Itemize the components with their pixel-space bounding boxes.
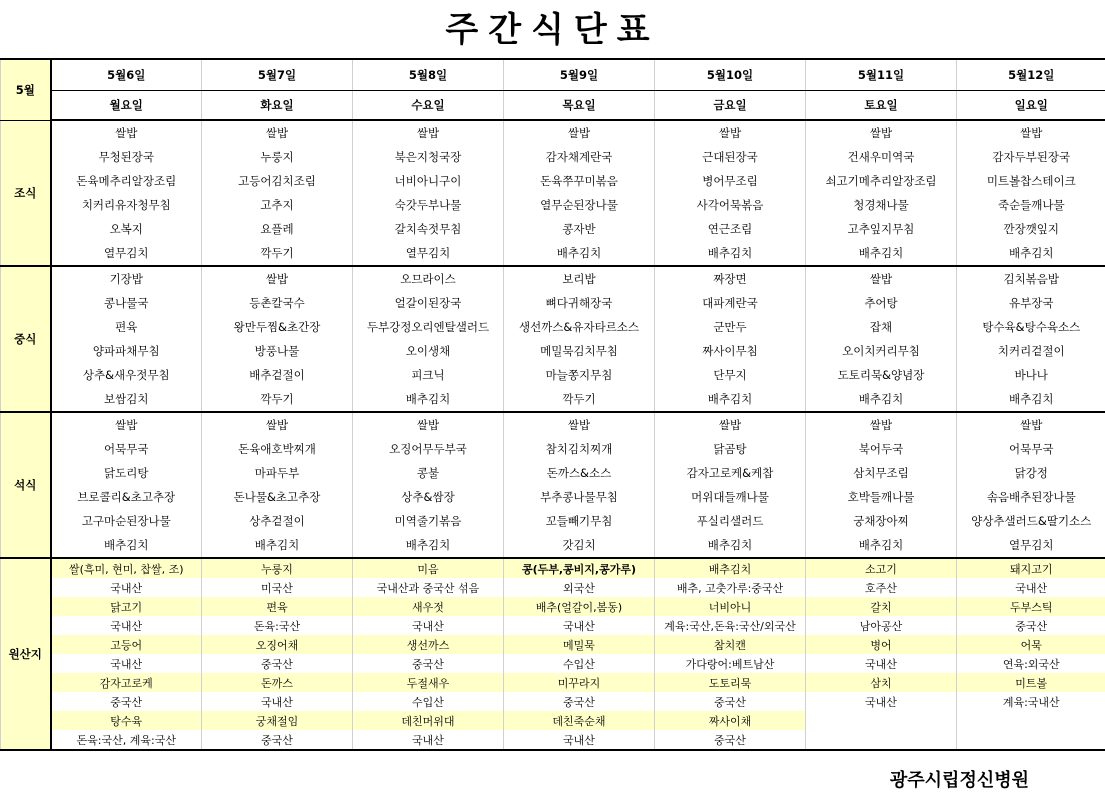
- menu-cell: 북은지청국장: [353, 145, 504, 169]
- menu-cell: 무청된장국: [51, 145, 202, 169]
- menu-cell: 양파파채무침: [51, 339, 202, 363]
- menu-cell: 쌀밥: [957, 412, 1105, 437]
- origin-cell: 새우젓: [353, 597, 504, 616]
- origin-cell: 미꾸라지: [504, 673, 655, 692]
- menu-cell: 마파두부: [202, 461, 353, 485]
- menu-cell: 감자두부된장국: [957, 145, 1105, 169]
- origin-cell: 국내산: [806, 692, 957, 711]
- meal-label: 중식: [1, 266, 51, 412]
- menu-cell: 푸실리샐러드: [655, 509, 806, 533]
- origin-cell: 메밀묵: [504, 635, 655, 654]
- menu-cell: 돈육쭈꾸미볶음: [504, 169, 655, 193]
- meal-label: 조식: [1, 120, 51, 266]
- menu-cell: 갓김치: [504, 533, 655, 558]
- menu-cell: 미트볼찹스테이크: [957, 169, 1105, 193]
- menu-cell: 깐장깻잎지: [957, 217, 1105, 241]
- menu-cell: 쌀밥: [806, 266, 957, 291]
- origin-cell: 중국산: [353, 654, 504, 673]
- origin-cell: 너비아니: [655, 597, 806, 616]
- menu-cell: 상추겉절이: [202, 509, 353, 533]
- menu-cell: 배추김치: [806, 533, 957, 558]
- day-date: 5월11일: [806, 59, 957, 91]
- menu-cell: 배추겉절이: [202, 363, 353, 387]
- origin-cell: 중국산: [655, 730, 806, 750]
- origin-cell: [806, 730, 957, 750]
- hospital-name: 광주시립정신병원: [889, 770, 1029, 791]
- menu-cell: 깍두기: [202, 387, 353, 412]
- menu-cell: 오이치커리무침: [806, 339, 957, 363]
- menu-cell: 오므라이스: [353, 266, 504, 291]
- menu-cell: 고추지: [202, 193, 353, 217]
- menu-cell: 왕만두찜&초간장: [202, 315, 353, 339]
- origin-cell: 생선까스: [353, 635, 504, 654]
- menu-cell: 배추김치: [806, 241, 957, 266]
- menu-cell: 뼈다귀해장국: [504, 291, 655, 315]
- month-label: 5월: [1, 59, 51, 120]
- menu-cell: 닭곰탕: [655, 437, 806, 461]
- menu-cell: 쌀밥: [202, 120, 353, 145]
- origin-cell: 돈육:국산: [202, 616, 353, 635]
- menu-cell: 쌀밥: [51, 120, 202, 145]
- origin-cell: 중국산: [655, 692, 806, 711]
- origin-cell: 가다랑어:베트남산: [655, 654, 806, 673]
- origin-cell: 남아공산: [806, 616, 957, 635]
- menu-cell: 배추김치: [504, 241, 655, 266]
- day-date: 5월7일: [202, 59, 353, 91]
- origin-cell: 오징어채: [202, 635, 353, 654]
- menu-cell: 얼갈이된장국: [353, 291, 504, 315]
- origin-cell: 국내산: [504, 730, 655, 750]
- menu-cell: 배추김치: [655, 241, 806, 266]
- menu-cell: 숙갓두부나물: [353, 193, 504, 217]
- menu-cell: 근대된장국: [655, 145, 806, 169]
- menu-cell: 누룽지: [202, 145, 353, 169]
- menu-cell: 어묵무국: [51, 437, 202, 461]
- menu-cell: 청경채나물: [806, 193, 957, 217]
- menu-cell: 상추&새우젓무침: [51, 363, 202, 387]
- menu-cell: 짜장면: [655, 266, 806, 291]
- menu-cell: 배추김치: [202, 533, 353, 558]
- menu-cell: 생선까스&유자타르소스: [504, 315, 655, 339]
- menu-cell: 기장밥: [51, 266, 202, 291]
- origin-cell: [957, 711, 1105, 730]
- menu-cell: 요플레: [202, 217, 353, 241]
- origin-cell: 국내산: [353, 730, 504, 750]
- menu-cell: 꼬들빼기무침: [504, 509, 655, 533]
- menu-cell: 병어무조림: [655, 169, 806, 193]
- origin-cell: 국내산: [353, 616, 504, 635]
- menu-cell: 사각어묵볶음: [655, 193, 806, 217]
- menu-cell: 콩나물국: [51, 291, 202, 315]
- menu-cell: 배추김치: [655, 533, 806, 558]
- origin-cell: 두절새우: [353, 673, 504, 692]
- origin-cell: 병어: [806, 635, 957, 654]
- menu-cell: 브로콜리&초고추장: [51, 485, 202, 509]
- menu-cell: 연근조림: [655, 217, 806, 241]
- menu-cell: 감자채계란국: [504, 145, 655, 169]
- origin-cell: 갈치: [806, 597, 957, 616]
- origin-label: 원산지: [1, 558, 51, 750]
- menu-cell: 건새우미역국: [806, 145, 957, 169]
- menu-cell: 바나나: [957, 363, 1105, 387]
- weekly-menu-table: [0, 58, 1105, 751]
- menu-cell: 머위대들깨나물: [655, 485, 806, 509]
- origin-cell: [806, 711, 957, 730]
- menu-cell: 삼치무조림: [806, 461, 957, 485]
- menu-cell: 메밀묵김치무침: [504, 339, 655, 363]
- origin-cell: 중국산: [504, 692, 655, 711]
- menu-cell: 보리밥: [504, 266, 655, 291]
- menu-cell: 양상추샐러드&딸기소스: [957, 509, 1105, 533]
- origin-cell: 호주산: [806, 578, 957, 597]
- origin-cell: 데친머위대: [353, 711, 504, 730]
- menu-cell: 보쌈김치: [51, 387, 202, 412]
- origin-cell: 누룽지: [202, 558, 353, 578]
- menu-cell: 등촌칼국수: [202, 291, 353, 315]
- menu-cell: 배추김치: [957, 241, 1105, 266]
- menu-cell: 고추잎지무침: [806, 217, 957, 241]
- origin-cell: 외국산: [504, 578, 655, 597]
- origin-cell: 데친죽순채: [504, 711, 655, 730]
- origin-cell: 국내산: [504, 616, 655, 635]
- menu-cell: 닭강정: [957, 461, 1105, 485]
- day-weekday: 화요일: [202, 91, 353, 121]
- origin-cell: 중국산: [51, 692, 202, 711]
- origin-cell: 어묵: [957, 635, 1105, 654]
- origin-cell: 미트볼: [957, 673, 1105, 692]
- day-date: 5월10일: [655, 59, 806, 91]
- menu-cell: 열무김치: [51, 241, 202, 266]
- origin-cell: 배추, 고춧가루:중국산: [655, 578, 806, 597]
- origin-cell: 중국산: [202, 730, 353, 750]
- menu-cell: 김치볶음밥: [957, 266, 1105, 291]
- menu-cell: 죽순들깨나물: [957, 193, 1105, 217]
- origin-cell: 닭고기: [51, 597, 202, 616]
- menu-cell: 배추김치: [806, 387, 957, 412]
- menu-cell: 콩불: [353, 461, 504, 485]
- menu-cell: 돈까스&소스: [504, 461, 655, 485]
- menu-cell: 추어탕: [806, 291, 957, 315]
- day-weekday: 일요일: [957, 91, 1105, 121]
- origin-cell: 국내산: [51, 578, 202, 597]
- menu-cell: 방풍나물: [202, 339, 353, 363]
- menu-cell: 배추김치: [655, 387, 806, 412]
- menu-cell: 돈육메추리알장조림: [51, 169, 202, 193]
- day-date: 5월9일: [504, 59, 655, 91]
- day-date: 5월8일: [353, 59, 504, 91]
- menu-cell: 깍두기: [504, 387, 655, 412]
- origin-cell: 탕수육: [51, 711, 202, 730]
- menu-cell: 쌀밥: [51, 412, 202, 437]
- menu-cell: 어묵무국: [957, 437, 1105, 461]
- origin-cell: 돈까스: [202, 673, 353, 692]
- menu-cell: 쌀밥: [202, 266, 353, 291]
- origin-cell: 계육:국산,돈육:국산/외국산: [655, 616, 806, 635]
- origin-cell: 돼지고기: [957, 558, 1105, 578]
- origin-cell: 삼치: [806, 673, 957, 692]
- menu-cell: 쇠고기메추리알장조림: [806, 169, 957, 193]
- menu-cell: 닭도리탕: [51, 461, 202, 485]
- menu-cell: 도토리묵&양념장: [806, 363, 957, 387]
- origin-cell: 배추(얼갈이,봄동): [504, 597, 655, 616]
- day-date: 5월12일: [957, 59, 1105, 91]
- menu-cell: 호박들깨나물: [806, 485, 957, 509]
- menu-cell: 피크닉: [353, 363, 504, 387]
- menu-cell: 쌀밥: [655, 412, 806, 437]
- menu-cell: 감자고로케&케찹: [655, 461, 806, 485]
- origin-cell: 편육: [202, 597, 353, 616]
- menu-cell: 배추김치: [353, 533, 504, 558]
- origin-cell: 국내산: [957, 578, 1105, 597]
- origin-cell: 참치캔: [655, 635, 806, 654]
- menu-cell: 대파계란국: [655, 291, 806, 315]
- day-weekday: 금요일: [655, 91, 806, 121]
- menu-cell: 돈나물&초고추장: [202, 485, 353, 509]
- menu-cell: 열무순된장나물: [504, 193, 655, 217]
- menu-cell: 유부장국: [957, 291, 1105, 315]
- menu-cell: 열무김치: [957, 533, 1105, 558]
- menu-cell: 치커리겉절이: [957, 339, 1105, 363]
- menu-cell: 마늘쫑지무침: [504, 363, 655, 387]
- origin-cell: 국내산: [51, 654, 202, 673]
- menu-cell: 갈치속젓무침: [353, 217, 504, 241]
- origin-cell: 소고기: [806, 558, 957, 578]
- day-weekday: 토요일: [806, 91, 957, 121]
- menu-cell: 콩자반: [504, 217, 655, 241]
- menu-cell: 쌀밥: [957, 120, 1105, 145]
- origin-cell: 국내산과 중국산 섞음: [353, 578, 504, 597]
- origin-cell: 궁채절임: [202, 711, 353, 730]
- origin-cell: 계육:국내산: [957, 692, 1105, 711]
- menu-cell: 열무김치: [353, 241, 504, 266]
- menu-cell: 탕수육&탕수육소스: [957, 315, 1105, 339]
- origin-cell: 국내산: [202, 692, 353, 711]
- menu-cell: 잡채: [806, 315, 957, 339]
- menu-cell: 치커리유자청무침: [51, 193, 202, 217]
- menu-cell: 궁채장아찌: [806, 509, 957, 533]
- menu-cell: 상추&쌈장: [353, 485, 504, 509]
- day-weekday: 월요일: [51, 91, 202, 121]
- menu-cell: 돈육애호박찌개: [202, 437, 353, 461]
- menu-cell: 솎음배추된장나물: [957, 485, 1105, 509]
- menu-cell: 편육: [51, 315, 202, 339]
- menu-cell: 오이생채: [353, 339, 504, 363]
- origin-cell: 배추김치: [655, 558, 806, 578]
- menu-cell: 부추콩나물무침: [504, 485, 655, 509]
- menu-cell: 쌀밥: [504, 120, 655, 145]
- menu-cell: 미역줄기볶음: [353, 509, 504, 533]
- day-weekday: 목요일: [504, 91, 655, 121]
- menu-cell: 쌀밥: [655, 120, 806, 145]
- menu-cell: 쌀밥: [806, 120, 957, 145]
- origin-cell: 연육:외국산: [957, 654, 1105, 673]
- menu-cell: 북어두국: [806, 437, 957, 461]
- day-date: 5월6일: [51, 59, 202, 91]
- menu-cell: 배추김치: [957, 387, 1105, 412]
- origin-cell: 감자고로케: [51, 673, 202, 692]
- menu-cell: 쌀밥: [202, 412, 353, 437]
- menu-cell: 두부강정오리엔탈샐러드: [353, 315, 504, 339]
- menu-cell: 너비아니구이: [353, 169, 504, 193]
- origin-cell: 수입산: [353, 692, 504, 711]
- origin-cell: 수입산: [504, 654, 655, 673]
- page-title: 주간식단표: [445, 10, 660, 50]
- menu-cell: 깍두기: [202, 241, 353, 266]
- menu-cell: 오징어무두부국: [353, 437, 504, 461]
- origin-cell: 미음: [353, 558, 504, 578]
- menu-cell: 짜사이무침: [655, 339, 806, 363]
- origin-cell: 쌀(흑미, 현미, 찹쌀, 조): [51, 558, 202, 578]
- menu-cell: 쌀밥: [353, 120, 504, 145]
- origin-cell: 콩(두부,콩비지,콩가루): [504, 558, 655, 578]
- origin-cell: 국내산: [806, 654, 957, 673]
- menu-cell: 단무지: [655, 363, 806, 387]
- origin-cell: 미국산: [202, 578, 353, 597]
- meal-label: 석식: [1, 412, 51, 558]
- menu-cell: 오복지: [51, 217, 202, 241]
- origin-cell: 고등어: [51, 635, 202, 654]
- day-weekday: 수요일: [353, 91, 504, 121]
- menu-cell: 참치김치찌개: [504, 437, 655, 461]
- origin-cell: 국내산: [51, 616, 202, 635]
- origin-cell: 도토리묵: [655, 673, 806, 692]
- menu-cell: 고구마순된장나물: [51, 509, 202, 533]
- menu-cell: 쌀밥: [353, 412, 504, 437]
- origin-cell: 돈육:국산, 계육:국산: [51, 730, 202, 750]
- origin-cell: [957, 730, 1105, 750]
- menu-cell: 군만두: [655, 315, 806, 339]
- menu-cell: 쌀밥: [806, 412, 957, 437]
- origin-cell: 중국산: [957, 616, 1105, 635]
- menu-cell: 배추김치: [51, 533, 202, 558]
- origin-cell: 두부스틱: [957, 597, 1105, 616]
- menu-cell: 고등어김치조림: [202, 169, 353, 193]
- origin-cell: 중국산: [202, 654, 353, 673]
- menu-cell: 쌀밥: [504, 412, 655, 437]
- menu-cell: 배추김치: [353, 387, 504, 412]
- origin-cell: 짜사이채: [655, 711, 806, 730]
